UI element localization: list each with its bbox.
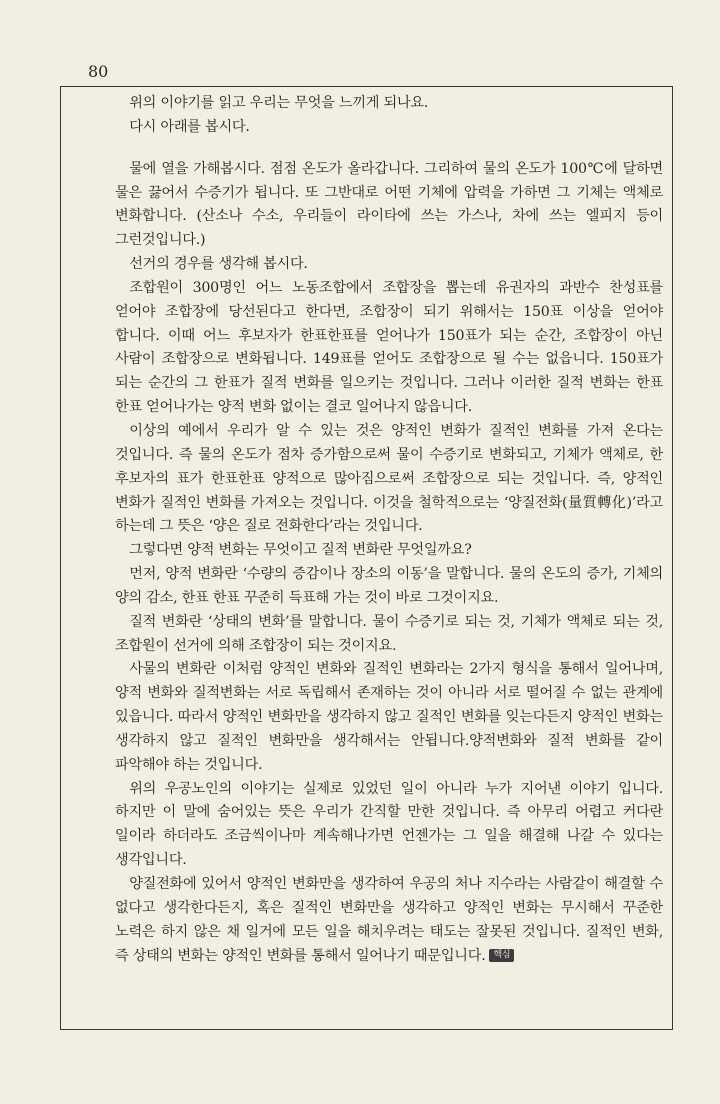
paragraph-intro: 위의 이야기를 읽고 우리는 무엇을 느끼게 되나요. <box>129 95 429 111</box>
paragraph-ugong-story: 위의 우공노인의 이야기는 실제로 있었던 일이 아니라 누가 지어낸 이야기 입니다. 하지만 이 말에 숨어있는 뜻은 우리가 간직할 만한 것입니다. 즉 아무리 어렵고 커다란 일이라 하더라도 조금씩이나마 계속해나가면 언젠가는 그 일을 해결해 나갈 수 있다는 생각입니다. <box>115 780 663 869</box>
paragraph-two-forms: 사물의 변화란 이처럼 양적인 변화와 질적인 변화라는 2가지 형식을 통해서 일어나며, 양적 변화와 질적변화는 서로 독립해서 존재하는 것이 아니라 서로 떨어질 수 없는 관계에 있읍니다. 따라서 양적인 변화만을 생각하지 않고 질적인 변화를 잊는다든지 양적인 변화는 생각하지 않고 질적인 변화만을 생각해서는 안됩니다.양적변화와 질적 변화를 같이 파악해야 하는 것입니다. <box>115 661 663 773</box>
paragraph-summary: 이상의 예에서 우리가 알 수 있는 것은 양적인 변화가 질적인 변화를 가져 온다는 것입니다. 즉 물의 온도가 점차 증가함으로써 물이 수증기로 변화되고, 기체가 액체로, 한 후보자의 표가 한표한표 양적으로 많아짐으로써 조합장으로 되는 것입니다. 즉, 양적인 변화가 질적인 변화를 가져오는 것입니다. 이것을 철학적으로는 ‘양질전화(量質轉化)’라고 하는데 그 뜻은 ‘양은 질로 전화한다’라는 것입니다. <box>115 422 663 535</box>
paragraph-union-example: 조합원이 300명인 어느 노동조합에서 조합장을 뽑는데 유권자의 과반수 찬성표를 얻어야 조합장에 당선된다고 한다면, 조합장이 되기 위해서는 150표 이상을 얻어야 합니다. 이때 어느 후보자가 한표한표를 얻어나가 150표가 되는 순간, 조합장이 아닌 사람이 조합장으로 변화됩니다. 149표를 얻어도 조합장으로 될 수는 없읍니다. 150표가 되는 순간의 그 한표가 질적 변화를 일으키는 것입니다. 그러나 이러한 질적 변화는 한표 한표 얻어나가는 양적 변화 없이는 결코 일어나지 않읍니다. <box>115 279 663 416</box>
paragraph-qualitative-change: 질적 변화란 ‘상태의 변화’를 말합니다. 물이 수증기로 되는 것, 기체가 액체로 되는 것, 조합원이 선거에 의해 조합장이 되는 것이지요. <box>115 613 663 654</box>
paragraph-election-intro: 선거의 경우를 생각해 봅시다. <box>129 256 308 273</box>
paragraph-quantitative-change: 먼저, 양적 변화란 ‘수량의 증감이나 장소의 이동’을 말합니다. 물의 온도의 증가, 기체의 양의 감소, 한표 한표 꾸준히 득표해 가는 것이 바로 그것이지요. <box>115 566 663 606</box>
paragraph-question: 그렇다면 양적 변화는 무엇이고 질적 변화란 무엇일까요? <box>129 542 472 559</box>
paragraph-conclusion <box>115 873 663 968</box>
key-point-badge: 핵심 <box>489 949 514 962</box>
paragraph-look-below: 다시 아래를 봅시다. <box>129 118 250 135</box>
text-body <box>115 92 663 968</box>
page-number: 80 <box>88 62 109 81</box>
paragraph-conclusion-text: 양질전화에 있어서 양적인 변화만을 생각하여 우공의 처나 지수라는 사람같이 해결할 수 없다고 생각한다든지, 혹은 질적인 변화만을 생각하고 양적인 변화는 무시해서 꾸준한 노력은 하지 않은 채 일거에 모든 일을 해치우려는 태도는 잘못된 것입니다. 질적인 변화, 즉 상태의 변화는 양적인 변화를 통해서 일어나기 때문입니다. <box>115 876 663 964</box>
paragraph-water-example: 물에 열을 가해봅시다. 점점 온도가 올라갑니다. 그리하여 물의 온도가 100℃에 달하면 물은 끓어서 수증기가 됩니다. 또 그반대로 어떤 기체에 압력을 가하면 그 기체는 액체로 변화합니다. (산소나 수소, 우리들이 라이타에 쓰는 가스나, 차에 쓰는 엘피지 등이 그런것입니다.) <box>115 160 663 249</box>
